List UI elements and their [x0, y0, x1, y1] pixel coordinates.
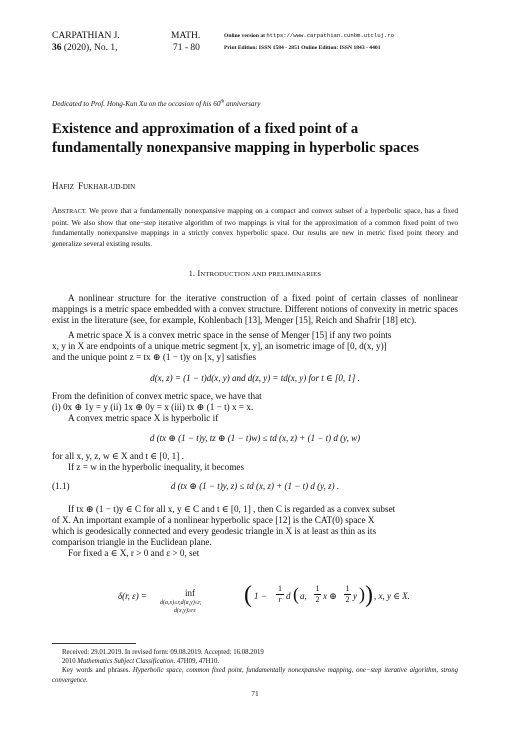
paragraph-6-line-1: If tx ⊕ (1 − t)y ∈ C for all x, y ∈ C and t ∈ [0, 1] , then C is regarded as a convex subset	[68, 504, 396, 514]
half-denominator-1: 2	[315, 595, 320, 604]
section-heading	[52, 268, 458, 278]
keywords-text: Hyperbolic space, common fixed point, fundamentally nonexpansive mapping, one−step iterative algorithm, strong convergence.	[52, 667, 459, 684]
outer-right-paren: )	[365, 582, 373, 608]
abstract	[52, 206, 458, 249]
paragraph-5-text: If z = w in the hyperbolic inequality, it becomes	[68, 462, 245, 472]
paragraph-2	[52, 330, 458, 363]
infimum-condition-1: d(a,x)≤r,d(a,y)≤r,	[160, 600, 202, 606]
fraction-numerator: 1	[278, 584, 282, 593]
paragraph-6-line-4: comparison triangle in the Euclidean plane.	[52, 537, 212, 547]
outer-left-paren: (	[244, 582, 252, 608]
paragraph-3-line-3: A convex metric space X is hyperbolic if	[68, 413, 219, 423]
paragraph-2-line-2: x, y in X are endpoints of a unique metric segment [x, y], an isometric image of [0, d(x, y)]	[52, 341, 387, 351]
paragraph-2-line-1: A metric space X is a convex metric space in the sense of Menger [15] if any two points	[68, 330, 392, 340]
section-number: 1.	[188, 269, 198, 278]
title-line-2: fundamentally nonexpansive mapping in hyperbolic spaces	[52, 140, 419, 156]
half-denominator-2: 2	[345, 595, 350, 604]
journal-volume	[52, 42, 117, 54]
online-prefix: Online version at	[224, 33, 267, 39]
fraction-denominator: r	[278, 595, 282, 604]
ordinal-suffix: th	[220, 100, 225, 105]
volume-number: 36	[52, 43, 62, 53]
inner-left-paren: (	[293, 584, 299, 604]
footnote-rule	[52, 643, 136, 644]
equation-segment-text: d(x, z) = (1 − t)d(x, y) and d(z, y) = td(x, y) for t ∈ [0, 1] .	[150, 373, 360, 383]
footnote-msc	[52, 657, 458, 666]
x-oplus: x ⊕	[323, 591, 337, 601]
paper-title	[52, 120, 472, 158]
issn-line	[224, 44, 381, 52]
point-y: y	[353, 591, 357, 601]
paragraph-6-line-3: which is geodesically connected and every geodesic triangle in X is at least as thin as its	[52, 526, 377, 536]
modulus-lhs: δ(r, ε) =	[118, 591, 148, 601]
point-a: a,	[300, 591, 307, 601]
author-last-rest: UKHAR-UD-DIN	[83, 183, 136, 191]
abstract-label-rest: BSTRACT.	[57, 208, 87, 215]
msc-label: Mathematics Subject Classification.	[77, 658, 176, 666]
paragraph-4	[52, 451, 458, 473]
pages-text: 71 - 80	[173, 43, 200, 53]
volume-rest: (2020), No. 1,	[61, 43, 118, 53]
keywords-label: Key words and phrases.	[62, 667, 131, 675]
journal-math	[171, 30, 200, 42]
modulus-one-minus: 1 −	[254, 591, 267, 601]
half-numerator-2: 1	[345, 584, 350, 593]
section-initial: I	[197, 268, 201, 278]
page-number	[0, 689, 510, 698]
msc-year: 2010	[62, 658, 78, 666]
journal-name-text: CARPATHIAN J.	[52, 31, 120, 41]
distance-d: d	[286, 591, 291, 601]
inner-right-paren: )	[359, 584, 365, 604]
equation-1-1-text: d (tx ⊕ (1 − t)y, z) ≤ td (x, z) + (1 − t) d (y, z) .	[170, 481, 340, 491]
dedication-text: Dedicated to Prof. Hong-Kun Xu on the occasion of his 60th anniversary	[52, 100, 261, 109]
author-first-rest: AFIZ	[58, 183, 75, 191]
paragraph-1-text: A nonlinear structure for the iterative construction of a fixed point of certain classes of nonlinear mappings is a metric space embedded with a convex structure. Different notions of convexity in metric spaces exist in the literature (see, for example, Kohlenbach [13], Menger [15], Reich and Shafrir [18] etc).	[52, 293, 458, 325]
issn-text: Print Edition: ISSN 1584 - 2851 Online Edition: ISSN 1843 - 4401	[224, 45, 381, 51]
online-version	[224, 32, 394, 40]
equation-hyperbolic-text: d (tx ⊕ (1 − t)y, tz ⊕ (1 − t)w) ≤ td (x, z) + (1 − t) d (y, w)	[149, 433, 361, 443]
footnote-received: Received: 29.01.2019. In revised form: 09.08.2019. Accepted: 16.08.2019	[62, 649, 264, 656]
msc-codes: 47H09, 47H10.	[175, 658, 220, 666]
footnotes	[52, 648, 458, 685]
dedication	[52, 100, 260, 108]
equation-1-1	[0, 481, 510, 492]
abstract-text: We prove that a fundamentally nonexpansive mapping on a compact and convex subset of a hyperbolic space, has a fixed point. We also show that one−step iterative algorithm of two mappings is vital for the approximation of a common fixed point of two fundamentally nonexpansive mappings in a strictly convex hyperbolic space. Our results are new in metric fixed point theory and generalize several existing results.	[52, 206, 458, 248]
paragraph-6-line-2: of X. An important example of a nonlinear hyperbolic space [12] is the CAT(0) space X	[52, 515, 375, 525]
half-numerator-1: 1	[315, 584, 320, 593]
author-last-initial: F	[78, 181, 84, 191]
abstract-label-initial: A	[52, 206, 58, 215]
infimum-operator: inf	[185, 588, 195, 598]
footnote-keywords	[52, 666, 458, 684]
equation-segment	[0, 373, 510, 384]
section-title-rest: NTRODUCTION AND PRELIMINARIES	[200, 271, 322, 278]
paragraph-7-text: For fixed a ∈ X, r > 0 and ε > 0, set	[68, 548, 200, 558]
paragraph-6	[52, 504, 458, 559]
paragraph-3-line-2: (i) 0x ⊕ 1y = y (ii) 1x ⊕ 0y = x (iii) tx ⊕ (1 − t) x = x.	[52, 402, 254, 412]
author-initial: H	[52, 181, 59, 191]
journal-pages	[173, 42, 200, 54]
paragraph-1	[52, 293, 458, 326]
journal-name	[52, 30, 120, 42]
paragraph-3-line-1: From the definition of convex metric space, we have that	[52, 391, 262, 401]
infimum-condition-2: d(x,y)≥rε	[174, 608, 196, 614]
paragraph-2-line-3: and the unique point z = tx ⊕ (1 − t)y on [x, y] satisfies	[52, 352, 257, 362]
paragraph-3	[52, 391, 458, 424]
modulus-domain: , x, y ∈ X.	[374, 591, 410, 601]
equation-number: (1.1)	[52, 481, 70, 491]
title-line-1: Existence and approximation of a fixed point of a	[52, 121, 359, 137]
author	[52, 176, 135, 194]
journal-math-text: MATH.	[171, 31, 201, 41]
online-url-link[interactable]: https://www.carpathian.cunbm.utcluj.ro	[266, 32, 394, 39]
page-number-text: 71	[251, 689, 259, 698]
equation-modulus	[118, 583, 418, 623]
paragraph-4-text: for all x, y, z, w ∈ X and t ∈ [0, 1] .	[52, 451, 184, 461]
equation-hyperbolic	[0, 433, 510, 444]
